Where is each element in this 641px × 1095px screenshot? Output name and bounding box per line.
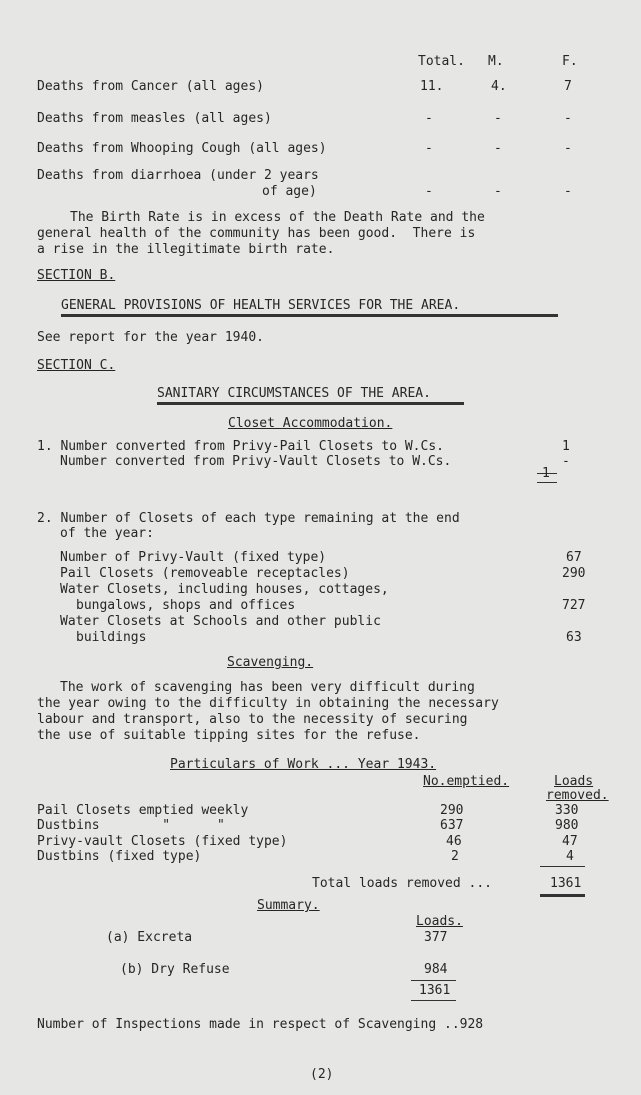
mortality-row-label: Deaths from measles (all ages) bbox=[37, 111, 272, 126]
closet-item-1b: Number converted from Privy-Vault Closets to W.Cs. bbox=[60, 454, 452, 469]
section-b-heading: SECTION B. bbox=[37, 268, 116, 283]
mortality-row-f: - bbox=[564, 111, 572, 126]
total-double-rule bbox=[540, 894, 585, 897]
summary-label: (b) Dry Refuse bbox=[120, 962, 230, 977]
closet-type-value: 67 bbox=[566, 550, 582, 565]
mortality-row-f: 7 bbox=[564, 79, 572, 94]
mortality-row-total: - bbox=[425, 111, 433, 126]
closet-type-label: Water Closets, including houses, cottages, bbox=[60, 582, 389, 597]
scavenging-heading: Scavenging. bbox=[227, 655, 314, 670]
closet-item-1-total: 1 bbox=[542, 466, 550, 481]
title-underline bbox=[157, 402, 464, 405]
mortality-row-label: Deaths from diarrhoea (under 2 years bbox=[37, 168, 319, 183]
work-row-label: Dustbins (fixed type) bbox=[37, 849, 202, 864]
summary-value: 377 bbox=[424, 930, 448, 945]
total-loads-label: Total loads removed ... bbox=[312, 876, 493, 891]
total-loads-value: 1361 bbox=[550, 876, 582, 891]
sum-rule bbox=[411, 1000, 456, 1001]
closet-type-label-cont: buildings bbox=[76, 630, 147, 645]
col-loads-header: Loads bbox=[554, 774, 594, 789]
work-row-label: Privy-vault Closets (fixed type) bbox=[37, 834, 288, 849]
section-c-heading: SECTION C. bbox=[37, 358, 116, 373]
closet-item-1: 1. Number converted from Privy-Pail Closets to W.Cs. bbox=[37, 439, 444, 454]
closet-item-1-value: 1 bbox=[562, 439, 570, 454]
particulars-heading: Particulars of Work ... Year 1943. bbox=[170, 757, 437, 772]
scavenging-text: the use of suitable tipping sites for the refuse. bbox=[37, 728, 421, 743]
work-row-loads: 4 bbox=[566, 849, 574, 864]
mortality-row-m: - bbox=[494, 184, 502, 199]
work-row-label: Dustbins " " bbox=[37, 818, 225, 833]
mortality-row-label: Deaths from Whooping Cough (all ages) bbox=[37, 141, 327, 156]
col-loads-header-2: removed. bbox=[546, 788, 609, 803]
closet-item-1b-value: - bbox=[562, 454, 570, 469]
mortality-row-label: Deaths from Cancer (all ages) bbox=[37, 79, 264, 94]
birth-rate-text: a rise in the illegitimate birth rate. bbox=[37, 242, 335, 257]
work-row-emptied: 2 bbox=[451, 849, 459, 864]
mortality-row-f: - bbox=[564, 184, 572, 199]
col-emptied-header: No.emptied. bbox=[423, 774, 510, 789]
section-b-text: See report for the year 1940. bbox=[37, 330, 264, 345]
mortality-row-m: - bbox=[494, 111, 502, 126]
section-b-title: GENERAL PROVISIONS OF HEALTH SERVICES FOR THE AREA. bbox=[61, 298, 461, 313]
col-total-header: Total. bbox=[418, 54, 465, 69]
work-row-emptied: 46 bbox=[446, 834, 462, 849]
work-row-emptied: 637 bbox=[440, 818, 464, 833]
summary-label: (a) Excreta bbox=[106, 930, 193, 945]
work-row-loads: 47 bbox=[562, 834, 578, 849]
mortality-row-m: 4. bbox=[491, 79, 507, 94]
closet-type-value: 290 bbox=[562, 566, 586, 581]
work-row-emptied: 290 bbox=[440, 803, 464, 818]
work-row-loads: 330 bbox=[555, 803, 579, 818]
work-row-loads: 980 bbox=[555, 818, 579, 833]
birth-rate-text: The Birth Rate is in excess of the Death Rate and the bbox=[70, 210, 485, 225]
scavenging-text: the year owing to the difficulty in obtaining the necessary bbox=[37, 696, 499, 711]
scavenging-text: labour and transport, also to the necessity of securing bbox=[37, 712, 468, 727]
page-number: (2) bbox=[310, 1067, 334, 1082]
mortality-row-f: - bbox=[564, 141, 572, 156]
birth-rate-text: general health of the community has been good. There is bbox=[37, 226, 476, 241]
closet-type-value: 727 bbox=[562, 598, 586, 613]
col-f-header: F. bbox=[562, 54, 578, 69]
summary-heading: Summary. bbox=[257, 898, 320, 913]
closet-type-value: 63 bbox=[566, 630, 582, 645]
summary-value: 984 bbox=[424, 962, 448, 977]
section-c-title: SANITARY CIRCUMSTANCES OF THE AREA. bbox=[157, 386, 431, 401]
mortality-row-total: - bbox=[425, 141, 433, 156]
closet-type-label: Number of Privy-Vault (fixed type) bbox=[60, 550, 327, 565]
summary-total: 1361 bbox=[419, 983, 451, 998]
mortality-row-total: - bbox=[425, 184, 433, 199]
scavenging-text: The work of scavenging has been very difficult during bbox=[60, 680, 475, 695]
mortality-row-m: - bbox=[494, 141, 502, 156]
sum-rule bbox=[540, 866, 585, 867]
sum-rule bbox=[411, 980, 456, 981]
closet-accommodation-heading: Closet Accommodation. bbox=[228, 416, 393, 431]
col-m-header: M. bbox=[488, 54, 504, 69]
closet-type-label-cont: bungalows, shops and offices bbox=[76, 598, 296, 613]
mortality-row-label-cont: of age) bbox=[262, 184, 317, 199]
closet-item-2: 2. Number of Closets of each type remaining at the end bbox=[37, 511, 460, 526]
sum-rule bbox=[537, 482, 557, 483]
work-row-label: Pail Closets emptied weekly bbox=[37, 803, 249, 818]
inspections-line: Number of Inspections made in respect of Scavenging ..928 bbox=[37, 1017, 484, 1032]
summary-loads-header: Loads. bbox=[416, 914, 463, 929]
closet-type-label: Water Closets at Schools and other public bbox=[60, 614, 381, 629]
closet-item-2-cont: of the year: bbox=[60, 526, 154, 541]
title-underline bbox=[61, 314, 558, 317]
mortality-row-total: 11. bbox=[420, 79, 444, 94]
closet-type-label: Pail Closets (removeable receptacles) bbox=[60, 566, 350, 581]
